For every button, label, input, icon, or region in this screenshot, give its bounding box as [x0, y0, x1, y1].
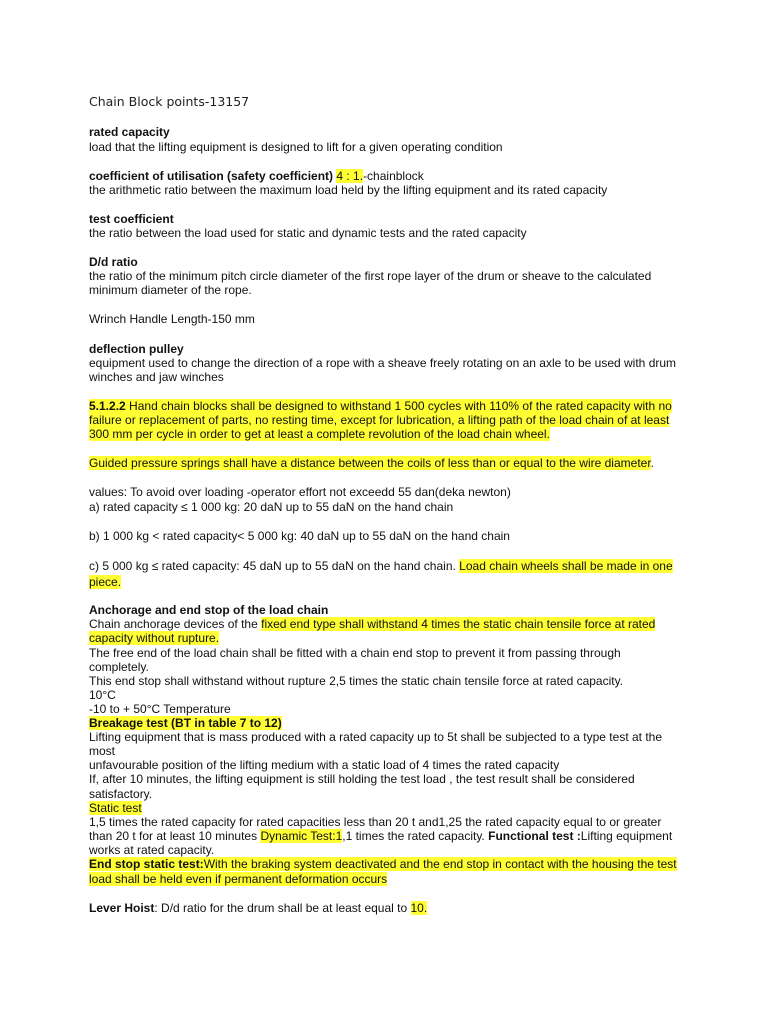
- guided-springs-text: Guided pressure springs shall have a distance between the coils of less than or equal to the wire diameter: [89, 456, 651, 470]
- wrinch-handle-length: Wrinch Handle Length-150 mm: [89, 312, 255, 326]
- end-stop-line-1-text: With the braking system deactivated and the end stop in contact with the housing the test: [203, 857, 677, 871]
- dynamic-test-highlight: Dynamic Test:1: [260, 829, 343, 843]
- dd-ratio-line-2: minimum diameter of the rope.: [89, 283, 252, 297]
- anchorage-line-2-highlight: capacity without rupture.: [89, 631, 220, 645]
- values-c: [89, 559, 673, 573]
- anchorage-heading: Anchorage and end stop of the load chain: [89, 603, 329, 617]
- anchorage-line-5: This end stop shall withstand without rupture 2,5 times the static chain tensile force at rated capacity.: [89, 674, 624, 688]
- end-stop-line-2-text: load shall be held even if permanent deformation occurs: [89, 872, 388, 886]
- deflection-heading: deflection pulley: [89, 342, 184, 356]
- static-test-heading-line: [89, 801, 142, 815]
- guided-springs-line: [89, 456, 654, 470]
- rated-capacity-heading: rated capacity: [89, 125, 170, 139]
- rated-capacity-text: load that the lifting equipment is designed to lift for a given operating condition: [89, 140, 503, 154]
- functional-test-label: Functional test :: [488, 829, 581, 843]
- static-test-line-2-a: than 20 t for at least 10 minutes: [89, 829, 261, 843]
- coefficient-heading-line: [89, 169, 424, 183]
- clause-part-1: Hand chain blocks shall be designed to withstand 1 500 cycles: [125, 399, 462, 413]
- static-test-heading: Static test: [89, 801, 142, 815]
- coefficient-heading: coefficient of utilisation (safety coefficient): [89, 169, 337, 183]
- breakage-line-5: satisfactory.: [89, 787, 153, 801]
- dd-ratio-heading: D/d ratio: [89, 255, 138, 269]
- clause-number: 5.1.2.: [89, 399, 120, 413]
- end-stop-line-2: [89, 872, 387, 886]
- clause-line-3-text: 300 mm per cycle in order to get at least a complete revolution of the load chain wheel.: [89, 427, 550, 441]
- lever-hoist-label: Lever Hoist: [89, 901, 155, 915]
- deflection-line-1: equipment used to change the direction of a rope with a sheave freely rotating on an axle to be used with drum: [89, 356, 677, 370]
- lever-hoist-line: [89, 901, 427, 915]
- anchorage-line-1-text: Chain anchorage devices of the: [89, 617, 262, 631]
- clause-line-2-text: failure or replacement of parts, no resting time, except for lubrication, a lifting path of the load chain of at least: [89, 413, 670, 427]
- clause-part-2: with 110% of the rated capacity with no: [461, 399, 672, 413]
- clause-5122-line-1: [89, 399, 672, 413]
- static-test-line-1: 1,5 times the rated capacity for rated capacities less than 20 t and1,25 the rated capacity equal to or greater: [89, 815, 662, 829]
- end-stop-line-1: [89, 857, 677, 871]
- dd-ratio-line-1: the ratio of the minimum pitch circle diameter of the first rope layer of the drum or sheave to the calculated: [89, 269, 652, 283]
- lever-hoist-text: : D/d ratio for the drum shall be at least equal to: [154, 901, 411, 915]
- anchorage-line-3: The free end of the load chain shall be fitted with a chain end stop to prevent it from passing through: [89, 646, 621, 660]
- breakage-line-2: most: [89, 744, 116, 758]
- coefficient-suffix: -chainblock: [363, 169, 424, 183]
- anchorage-line-7: -10 to + 50°C Temperature: [89, 702, 231, 716]
- static-test-line-2-c: Lifting equipment: [580, 829, 673, 843]
- test-coefficient-heading: test coefficient: [89, 212, 174, 226]
- coefficient-ratio: 4 : 1.: [336, 169, 364, 183]
- static-test-line-2: [89, 829, 672, 843]
- values-a: a) rated capacity ≤ 1 000 kg: 20 daN up to 55 daN on the hand chain: [89, 500, 454, 514]
- values-c-highlight-2: piece.: [89, 575, 122, 589]
- end-stop-heading: End stop static test:: [89, 857, 204, 871]
- breakage-line-1: Lifting equipment that is mass produced with a rated capacity up to 5t shall be subjected to a type test at the: [89, 730, 663, 744]
- values-c-highlight: Load chain wheels shall be made in one: [459, 559, 673, 573]
- anchorage-line-1-highlight: fixed end type shall withstand 4 times the static chain tensile force at rated: [261, 617, 656, 631]
- breakage-heading: Breakage test (BT in table 7 to 12): [89, 716, 282, 730]
- anchorage-line-6: 10°C: [89, 688, 116, 702]
- static-test-line-3: works at rated capacity.: [89, 843, 215, 857]
- anchorage-line-2: [89, 631, 219, 645]
- breakage-heading-line: [89, 716, 282, 730]
- anchorage-line-4: completely.: [89, 660, 149, 674]
- clause-5122-line-2: [89, 413, 669, 427]
- clause-5122-line-3: [89, 427, 550, 441]
- breakage-line-4: If, after 10 minutes, the lifting equipment is still holding the test load , the test result shall be considered: [89, 772, 635, 786]
- lever-hoist-value: 10.: [410, 901, 428, 915]
- static-test-line-2-b: ,1 times the rated capacity.: [342, 829, 489, 843]
- anchorage-line-1: [89, 617, 655, 631]
- deflection-line-2: winches and jaw winches: [89, 370, 224, 384]
- coefficient-text: the arithmetic ratio between the maximum load held by the lifting equipment and its rated capacity: [89, 183, 608, 197]
- guided-springs-end: .: [650, 456, 654, 470]
- values-c-line-2: [89, 575, 121, 589]
- values-c-text: c) 5 000 kg ≤ rated capacity: 45 daN up to 55 daN on the hand chain.: [89, 559, 460, 573]
- test-coefficient-text: the ratio between the load used for static and dynamic tests and the rated capacity: [89, 226, 527, 240]
- breakage-line-3: unfavourable position of the lifting medium with a static load of 4 times the rated capacity: [89, 758, 560, 772]
- values-intro: values: To avoid over loading -operator effort not exceedd 55 dan(deka newton): [89, 485, 511, 499]
- clause-number-suffix: 2: [119, 399, 126, 413]
- document-title: Chain Block points-13157: [89, 94, 250, 109]
- values-b: b) 1 000 kg < rated capacity< 5 000 kg: 40 daN up to 55 daN on the hand chain: [89, 529, 510, 543]
